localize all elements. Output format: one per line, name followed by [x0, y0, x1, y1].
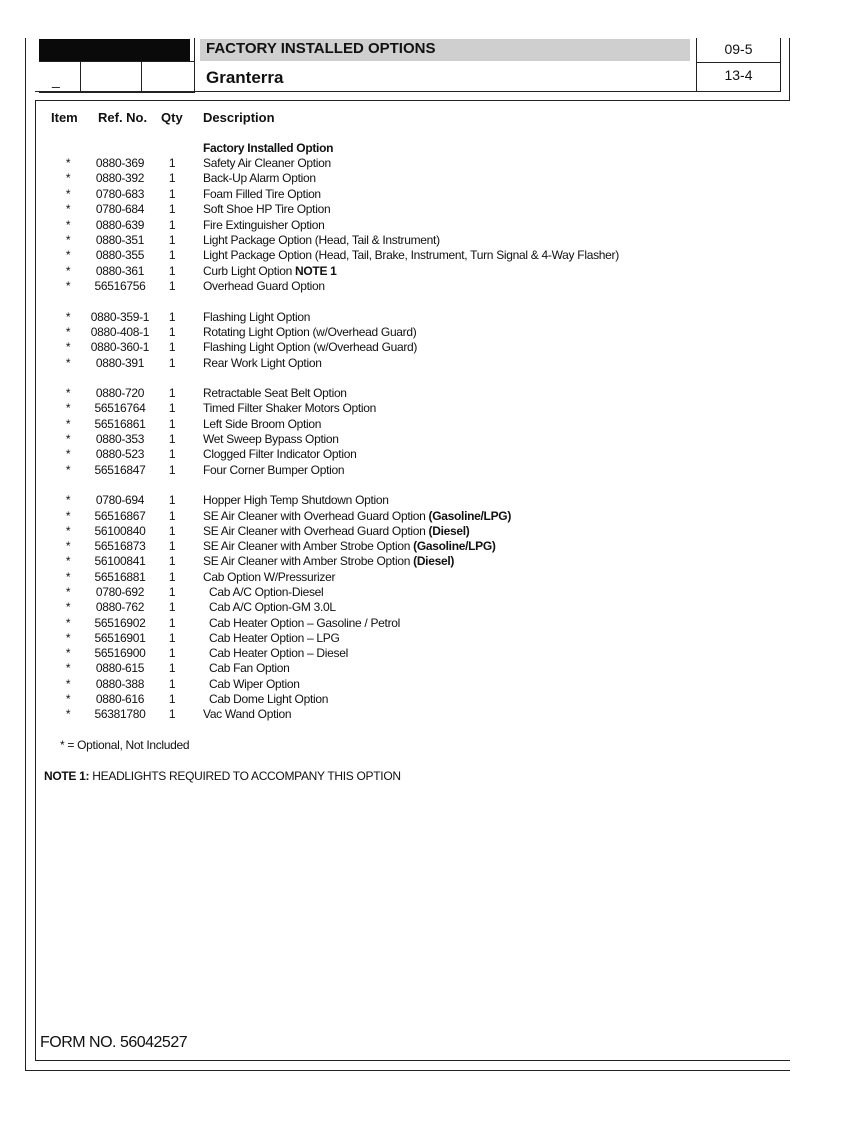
row-ref-no: 0880-720 [95, 386, 145, 400]
row-qty: 1 [168, 187, 176, 201]
row-description [203, 218, 325, 233]
row-qty: 1 [168, 600, 176, 614]
row-ref-no: 0880-408-1 [90, 325, 150, 339]
row-description-text: Cab Heater Option – Gasoline / Petrol [209, 616, 401, 630]
row-description-text: Foam Filled Tire Option [203, 187, 321, 201]
row-description [203, 356, 322, 371]
row-description-bold: (Diesel) [428, 524, 470, 538]
row-description [203, 340, 417, 355]
row-description [209, 677, 300, 692]
row-description [203, 310, 310, 325]
row-ref-no: 0880-392 [95, 171, 145, 185]
row-qty: 1 [168, 171, 176, 185]
page-number-top: 09-5 [724, 41, 753, 57]
row-ref-no: 0880-639 [95, 218, 145, 232]
row-description-text: Four Corner Bumper Option [203, 463, 345, 477]
row-ref-no: 0880-523 [95, 447, 145, 461]
row-description-text: Clogged Filter Indicator Option [203, 447, 357, 461]
header-black-box [39, 39, 190, 61]
row-description [203, 509, 511, 524]
row-item: * [65, 524, 71, 538]
row-description-text: Flashing Light Option [203, 310, 311, 324]
row-item: * [65, 539, 71, 553]
row-ref-no: 0780-684 [95, 202, 145, 216]
row-ref-no: 0780-692 [95, 585, 145, 599]
row-description-text: SE Air Cleaner with Amber Strobe Option [203, 554, 411, 568]
row-description [203, 248, 619, 263]
row-ref-no: 0880-359-1 [90, 310, 150, 324]
row-ref-no: 56516900 [94, 646, 146, 660]
row-description-text: Flashing Light Option (w/Overhead Guard) [203, 340, 418, 354]
row-item: * [65, 401, 71, 415]
row-description-text: Cab Fan Option [209, 661, 290, 675]
row-item: * [65, 631, 71, 645]
row-description-text: SE Air Cleaner with Overhead Guard Option [203, 524, 426, 538]
footnote: * = Optional, Not Included [60, 738, 190, 752]
page-subtitle: Granterra [206, 68, 284, 87]
row-description [209, 616, 400, 631]
row-ref-no: 56100840 [94, 524, 146, 538]
row-qty: 1 [168, 707, 176, 721]
column-header-item: Item [51, 110, 78, 125]
row-ref-no: 56381780 [94, 707, 146, 721]
row-description [203, 187, 321, 202]
row-qty: 1 [168, 692, 176, 706]
row-description [203, 570, 335, 585]
column-header-ref: Ref. No. [98, 110, 148, 125]
row-ref-no: 56516756 [94, 279, 146, 293]
row-item: * [65, 202, 71, 216]
row-item: * [65, 509, 71, 523]
row-ref-no: 56516881 [94, 570, 146, 584]
row-description [203, 279, 325, 294]
row-qty: 1 [168, 202, 176, 216]
row-description-text: Fire Extinguisher Option [203, 218, 325, 232]
row-description-text: Cab Dome Light Option [209, 692, 329, 706]
row-item: * [65, 585, 71, 599]
row-description-text: Vac Wand Option [203, 707, 292, 721]
row-qty: 1 [168, 524, 176, 538]
row-ref-no: 0880-355 [95, 248, 145, 262]
row-description-text: Light Package Option (Head, Tail & Instrument) [203, 233, 440, 247]
row-description [203, 171, 316, 186]
row-description-text: Safety Air Cleaner Option [203, 156, 331, 170]
row-ref-no: 56516847 [94, 463, 146, 477]
header-cell-divider [80, 61, 81, 91]
row-item: * [65, 325, 71, 339]
row-qty: 1 [168, 248, 176, 262]
note-1 [44, 769, 401, 783]
row-item: * [65, 356, 71, 370]
row-description [203, 233, 440, 248]
note-1-text: HEADLIGHTS REQUIRED TO ACCOMPANY THIS OPTION [92, 769, 401, 783]
row-ref-no: 0880-369 [95, 156, 145, 170]
column-header-qty: Qty [161, 110, 183, 125]
row-description-text: Left Side Broom Option [203, 417, 322, 431]
row-item: * [65, 187, 71, 201]
row-qty: 1 [168, 356, 176, 370]
row-qty: 1 [168, 310, 176, 324]
column-header-description: Description [203, 110, 275, 125]
row-qty: 1 [168, 463, 176, 477]
row-item: * [65, 310, 71, 324]
row-ref-no: 0880-351 [95, 233, 145, 247]
row-description-text: Hopper High Temp Shutdown Option [203, 493, 389, 507]
row-qty: 1 [168, 156, 176, 170]
row-description [203, 554, 454, 569]
row-qty: 1 [168, 279, 176, 293]
row-description-bold: (Gasoline/LPG) [413, 539, 496, 553]
row-item: * [65, 447, 71, 461]
inner-frame-bottom-line [35, 1060, 790, 1061]
row-item: * [65, 264, 71, 278]
row-qty: 1 [168, 417, 176, 431]
row-qty: 1 [168, 539, 176, 553]
row-qty: 1 [168, 585, 176, 599]
row-ref-no: 0880-391 [95, 356, 145, 370]
row-ref-no: 0880-615 [95, 661, 145, 675]
row-item: * [65, 386, 71, 400]
row-description [209, 646, 348, 661]
row-description [203, 264, 337, 279]
row-description [203, 447, 356, 462]
row-qty: 1 [168, 554, 176, 568]
row-description-text: Back-Up Alarm Option [203, 171, 316, 185]
page-title: FACTORY INSTALLED OPTIONS [206, 40, 436, 57]
row-item: * [65, 171, 71, 185]
row-ref-no: 0780-683 [95, 187, 145, 201]
form-number: FORM NO. 56042527 [40, 1034, 188, 1051]
row-ref-no: 56516902 [94, 616, 146, 630]
row-item: * [65, 646, 71, 660]
row-ref-no: 56516764 [94, 401, 146, 415]
row-description [209, 692, 328, 707]
row-qty: 1 [168, 661, 176, 675]
row-description-text: Overhead Guard Option [203, 279, 325, 293]
row-description-text: Soft Shoe HP Tire Option [203, 202, 331, 216]
row-description [209, 661, 290, 676]
row-description-text: Light Package Option (Head, Tail, Brake, Instrument, Turn Signal & 4-Way Flasher) [203, 248, 619, 262]
header-left-cells [39, 61, 194, 93]
row-description [203, 493, 389, 508]
page-number-box [696, 38, 781, 92]
row-ref-no: 0880-361 [95, 264, 145, 278]
row-item: * [65, 570, 71, 584]
row-qty: 1 [168, 447, 176, 461]
row-qty: 1 [168, 493, 176, 507]
section-title: Factory Installed Option [203, 141, 334, 155]
row-item: * [65, 554, 71, 568]
row-ref-no: 56516861 [94, 417, 146, 431]
row-description [203, 325, 416, 340]
row-description-text: SE Air Cleaner with Overhead Guard Option [203, 509, 426, 523]
row-item: * [65, 692, 71, 706]
page-number-bottom: 13-4 [724, 67, 753, 83]
row-description [203, 432, 339, 447]
row-item: * [65, 417, 71, 431]
row-qty: 1 [168, 386, 176, 400]
row-item: * [65, 600, 71, 614]
row-item: * [65, 233, 71, 247]
row-ref-no: 0880-360-1 [90, 340, 150, 354]
row-qty: 1 [168, 677, 176, 691]
row-qty: 1 [168, 646, 176, 660]
row-item: * [65, 432, 71, 446]
row-qty: 1 [168, 401, 176, 415]
row-ref-no: 0880-388 [95, 677, 145, 691]
row-description [203, 417, 321, 432]
row-qty: 1 [168, 218, 176, 232]
row-description [209, 585, 323, 600]
row-item: * [65, 616, 71, 630]
row-description-text: Curb Light Option [203, 264, 292, 278]
row-description-text: Rear Work Light Option [203, 356, 322, 370]
header-left-mark: _ [52, 72, 60, 88]
row-ref-no: 0780-694 [95, 493, 145, 507]
row-item: * [65, 218, 71, 232]
row-item: * [65, 156, 71, 170]
row-item: * [65, 677, 71, 691]
row-ref-no: 0880-353 [95, 432, 145, 446]
row-description-text: Cab Wiper Option [209, 677, 300, 691]
row-description [203, 202, 330, 217]
row-description-text: Cab Heater Option – LPG [209, 631, 340, 645]
row-description-text: Cab A/C Option-Diesel [209, 585, 324, 599]
row-item: * [65, 463, 71, 477]
row-ref-no: 0880-762 [95, 600, 145, 614]
row-description-text: Cab Heater Option – Diesel [209, 646, 348, 660]
row-description [203, 156, 331, 171]
row-description-bold: (Gasoline/LPG) [428, 509, 512, 523]
row-description-text: Rotating Light Option (w/Overhead Guard) [203, 325, 417, 339]
row-qty: 1 [168, 340, 176, 354]
row-description-text: SE Air Cleaner with Amber Strobe Option [203, 539, 411, 553]
row-description [203, 386, 347, 401]
row-description-text: Cab A/C Option-GM 3.0L [209, 600, 336, 614]
row-description [203, 539, 496, 554]
page-number-divider [697, 62, 780, 63]
row-qty: 1 [168, 631, 176, 645]
header-cell-divider [141, 61, 142, 91]
row-description-bold: NOTE 1 [295, 264, 337, 278]
row-description-text: Retractable Seat Belt Option [203, 386, 347, 400]
row-description [203, 401, 376, 416]
header-cell-divider [194, 38, 195, 93]
row-item: * [65, 661, 71, 675]
row-qty: 1 [168, 325, 176, 339]
row-description-text: Timed Filter Shaker Motors Option [203, 401, 377, 415]
row-ref-no: 56516901 [94, 631, 146, 645]
frame-right-edge [789, 38, 790, 100]
row-description-text: Wet Sweep Bypass Option [203, 432, 339, 446]
row-qty: 1 [168, 264, 176, 278]
row-ref-no: 0880-616 [95, 692, 145, 706]
row-qty: 1 [168, 570, 176, 584]
row-qty: 1 [168, 616, 176, 630]
row-description [209, 600, 336, 615]
row-qty: 1 [168, 432, 176, 446]
row-qty: 1 [168, 509, 176, 523]
row-description-bold: (Diesel) [413, 554, 455, 568]
row-ref-no: 56516873 [94, 539, 146, 553]
row-ref-no: 56516867 [94, 509, 146, 523]
row-description [203, 524, 470, 539]
note-1-label: NOTE 1: [44, 769, 90, 783]
row-description [203, 707, 291, 722]
row-qty: 1 [168, 233, 176, 247]
row-item: * [65, 340, 71, 354]
page-header [35, 38, 780, 93]
header-bottom-line [35, 91, 780, 92]
row-item: * [65, 493, 71, 507]
row-description [209, 631, 340, 646]
row-item: * [65, 248, 71, 262]
row-item: * [65, 279, 71, 293]
row-ref-no: 56100841 [94, 554, 146, 568]
row-item: * [65, 707, 71, 721]
row-description [203, 463, 344, 478]
row-description-text: Cab Option W/Pressurizer [203, 570, 336, 584]
